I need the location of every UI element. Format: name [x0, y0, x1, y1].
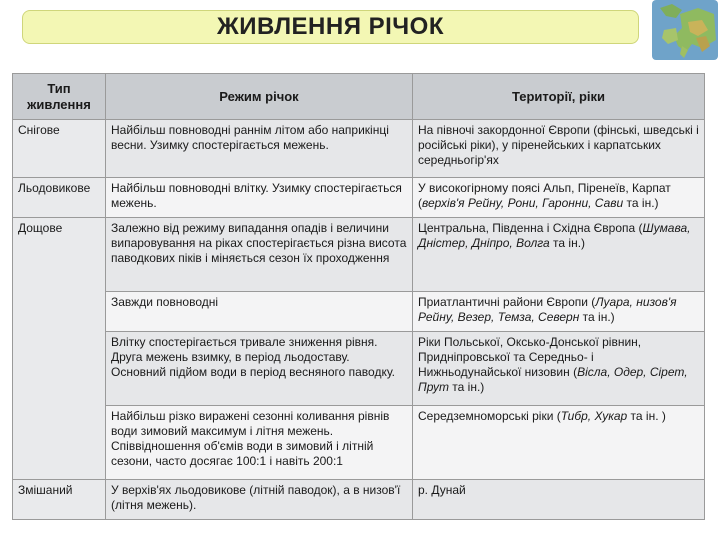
europe-map-thumbnail-icon — [652, 0, 718, 60]
feeding-type-cell: Льодовикове — [13, 178, 106, 218]
table-row — [13, 292, 705, 332]
table-row — [13, 406, 705, 480]
page-title: ЖИВЛЕННЯ РІЧОК — [22, 10, 639, 44]
header-feeding-type: Тип живлення — [13, 74, 106, 120]
header-river-regime: Режим річок — [106, 74, 413, 120]
table-row — [13, 218, 705, 292]
table-row — [13, 178, 705, 218]
table-row — [13, 332, 705, 406]
regime-cell: У верхів'ях льодовикове (літній паводок), а в низов'ї (літня межень). — [106, 480, 413, 520]
header-territories: Території, ріки — [413, 74, 705, 120]
feeding-type-cell: Змішаний — [13, 480, 106, 520]
territory-cell: Приатлантичні райони Європи (Луара, низов'я Рейну, Везер, Темза, Северн та ін.) — [413, 292, 705, 332]
table-row — [13, 120, 705, 178]
regime-cell: Найбільш різко виражені сезонні коливання рівнів води зимовий максимум і літня межень. Співвідношення об'ємів води в зимовий і літній сезони, часто досягає 100:1 і навіть 200:1 — [106, 406, 413, 480]
regime-cell: Найбільш повноводні раннім літом або наприкінці весни. Узимку спостерігається межень. — [106, 120, 413, 178]
territory-cell: р. Дунай — [413, 480, 705, 520]
territory-cell: Центральна, Південна і Східна Європа (Шумава, Дністер, Дніпро, Волга та ін.) — [413, 218, 705, 292]
regime-cell: Завжди повноводні — [106, 292, 413, 332]
river-feeding-table — [12, 73, 705, 520]
territory-cell: На півночі закордонної Європи (фінські, шведські і російські ріки), у піренейських і карпатських середньогір'ях — [413, 120, 705, 178]
table-row — [13, 480, 705, 520]
regime-cell: Влітку спостерігається тривале зниження рівня. Друга межень взимку, в період льодоставу. Основний підйом води в період весняного паводку. — [106, 332, 413, 406]
regime-cell: Залежно від режиму випадання опадів і величини випаровування на ріках спостерігається різна висота паводкових піків і міняється сезон їх проходження — [106, 218, 413, 292]
feeding-type-cell: Дощове — [13, 218, 106, 480]
territory-cell: У високогірному поясі Альп, Піренеїв, Карпат (верхів'я Рейну, Рони, Гаронни, Сави та ін.) — [413, 178, 705, 218]
feeding-type-cell: Снігове — [13, 120, 106, 178]
regime-cell: Найбільш повноводні влітку. Узимку спостерігається межень. — [106, 178, 413, 218]
territory-cell: Ріки Польської, Оксько-Донської рівнин, Придніпровської та Середньо- і Нижньодунайської низовин (Вісла, Одер, Сірет, Прут та ін.) — [413, 332, 705, 406]
territory-cell: Середземноморські ріки (Тибр, Хукар та ін. ) — [413, 406, 705, 480]
